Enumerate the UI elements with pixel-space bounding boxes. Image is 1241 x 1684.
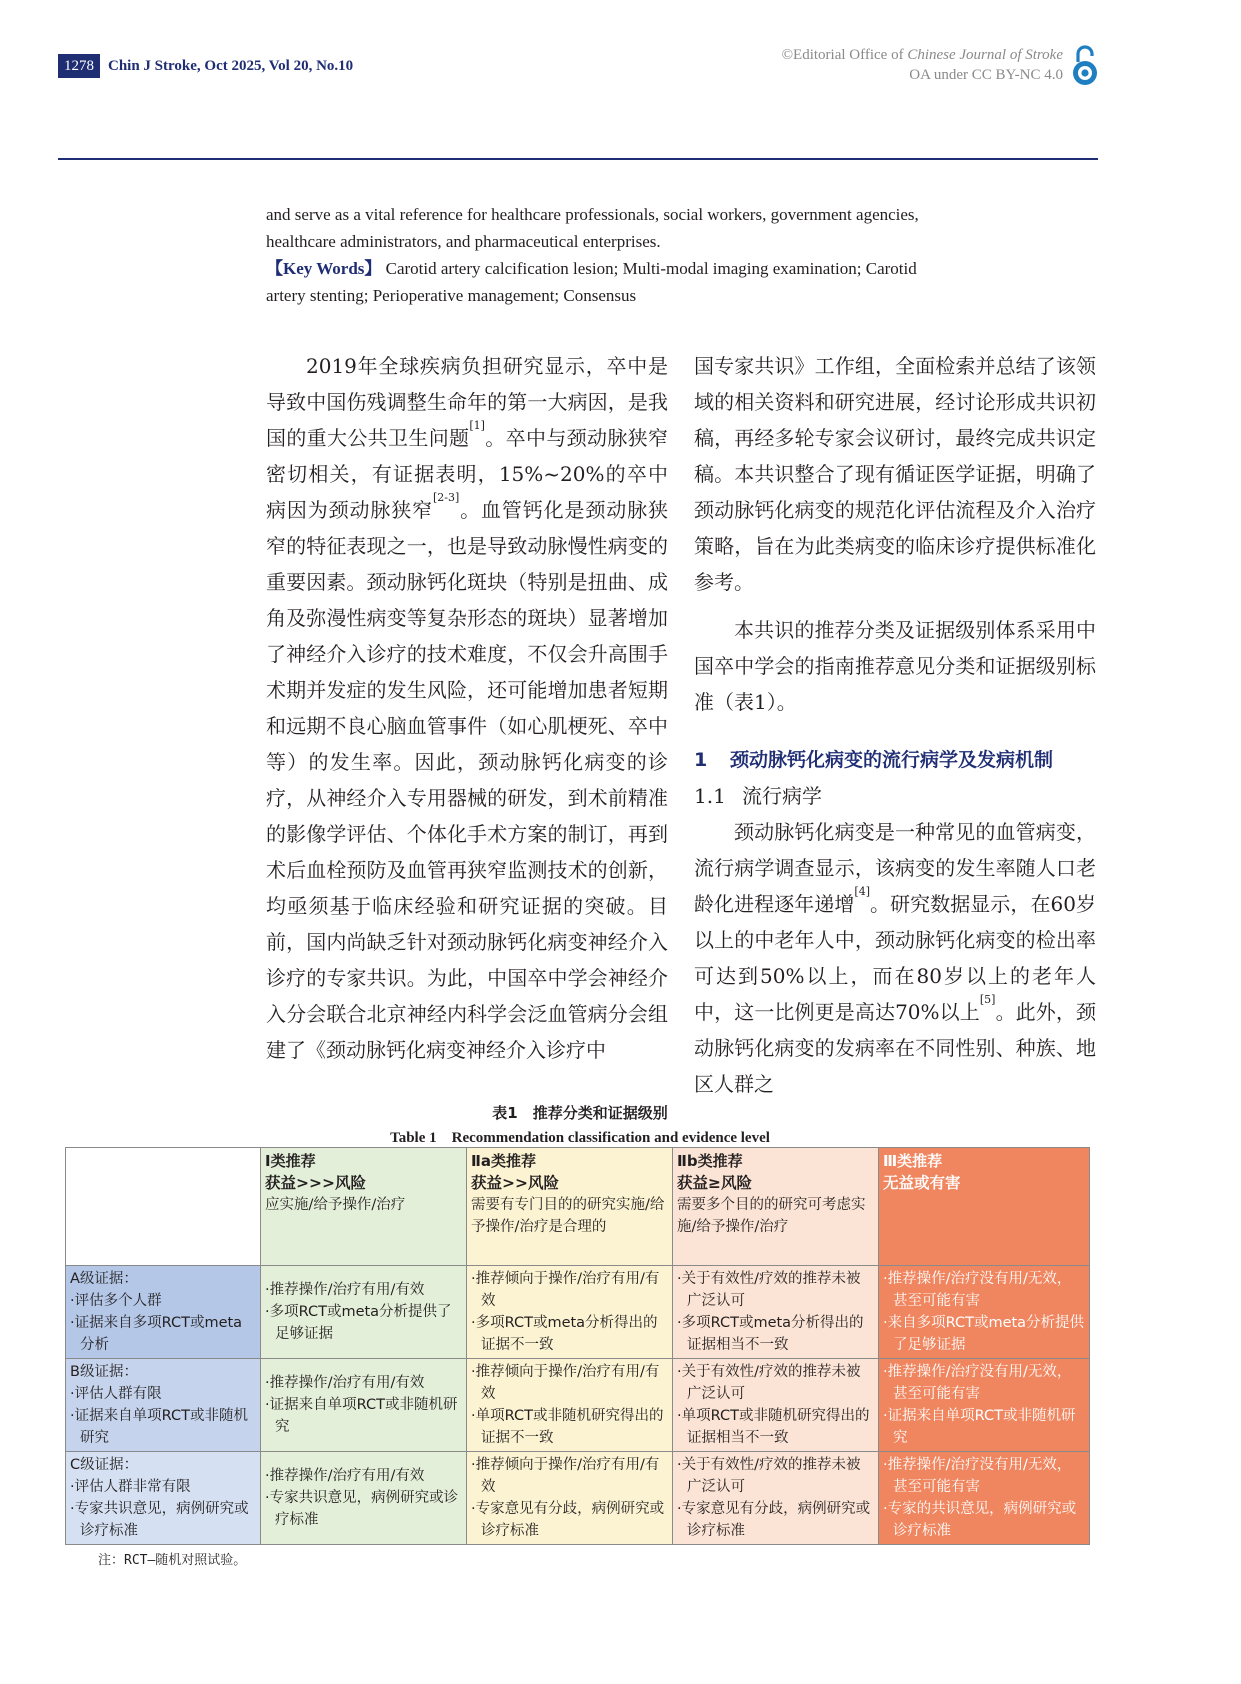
- table-cell: [673, 1359, 879, 1452]
- cell-item: ·证据来自单项RCT或非随机研究: [265, 1397, 458, 1435]
- section-number: 1: [694, 749, 708, 771]
- copyright-prefix: ©Editorial Office of: [781, 47, 908, 63]
- table-row-level-c: [66, 1452, 1090, 1545]
- cell-item: ·推荐操作/治疗没有用/无效，甚至可能有害: [883, 1364, 1072, 1402]
- text-run: 。研究数据显示，在60岁以上的中老年人中，颈动脉钙化病变的检出率可达到50%以上，而在80岁以上的老年人中，这一比例更是高达70%以上: [694, 892, 1097, 1024]
- table-footnote: 注：RCT—随机对照试验。: [98, 1553, 247, 1568]
- copyright-journal: Chinese Journal of Stroke: [907, 47, 1063, 63]
- cell-item: ·关于有效性/疗效的推荐未被广泛认可: [677, 1364, 861, 1402]
- cell-item: ·关于有效性/疗效的推荐未被广泛认可: [677, 1271, 861, 1309]
- keywords: [266, 255, 986, 282]
- table-cell: [879, 1359, 1090, 1452]
- table-header-row: [66, 1148, 1090, 1266]
- header-class-2a: [467, 1148, 673, 1266]
- cell-item: ·推荐操作/治疗有用/有效: [265, 1282, 425, 1298]
- class-description: 应实施/给予操作/治疗: [265, 1197, 406, 1213]
- abstract-line: and serve as a vital reference for healthcare professionals, social workers, government agencies,: [266, 205, 919, 224]
- table-cell: [261, 1266, 467, 1359]
- cell-item: ·单项RCT或非随机研究得出的证据相当不一致: [677, 1408, 870, 1446]
- table-cell: [467, 1359, 673, 1452]
- evidence-level-label: A级证据：: [70, 1271, 138, 1287]
- cell-item: ·推荐操作/治疗没有用/无效，甚至可能有害: [883, 1271, 1072, 1309]
- benefit-label: 无益或有害: [883, 1174, 961, 1192]
- keywords-label: 【Key Words】: [266, 259, 382, 278]
- cell-item: ·单项RCT或非随机研究得出的证据不一致: [471, 1408, 664, 1446]
- paragraph: 本共识的推荐分类及证据级别体系采用中国卒中学会的指南推荐意见分类和证据级别标准（表1）。: [694, 618, 1096, 714]
- criteria-item: ·评估人群非常有限: [70, 1479, 191, 1495]
- citation-ref[interactable]: [5]: [979, 993, 996, 1006]
- header-class-3: [879, 1148, 1090, 1266]
- table-cell: [261, 1359, 467, 1452]
- table-cell: [261, 1452, 467, 1545]
- criteria-item: ·证据来自多项RCT或meta分析: [70, 1315, 243, 1353]
- table-cell: [879, 1452, 1090, 1545]
- evidence-level-label: B级证据：: [70, 1364, 138, 1380]
- benefit-label: 获益>>>风险: [265, 1174, 366, 1192]
- table-caption-cn: 表1 推荐分类和证据级别: [492, 1104, 668, 1122]
- cell-item: ·多项RCT或meta分析得出的证据不一致: [471, 1315, 658, 1353]
- left-column: [266, 348, 668, 1068]
- cell-item: ·来自多项RCT或meta分析提供了足够证据: [883, 1315, 1085, 1353]
- section-heading: [694, 742, 1096, 778]
- copyright-notice: [782, 45, 1063, 85]
- right-column: [694, 348, 1096, 1102]
- cell-item: ·推荐操作/治疗有用/有效: [265, 1375, 425, 1391]
- citation-ref[interactable]: [1]: [469, 419, 485, 432]
- journal-citation: Chin J Stroke, Oct 2025, Vol 20, No.10: [108, 58, 354, 74]
- header-class-2b: [673, 1148, 879, 1266]
- page-number: 1278: [58, 54, 100, 78]
- abstract-tail: [266, 201, 986, 309]
- table-corner-cell: [66, 1148, 261, 1266]
- open-access-lock-icon: [1070, 44, 1100, 86]
- subsection-number: 1.1: [694, 784, 726, 808]
- cell-item: ·推荐操作/治疗没有用/无效，甚至可能有害: [883, 1457, 1072, 1495]
- criteria-item: ·评估多个人群: [70, 1293, 162, 1309]
- table-cell: [673, 1452, 879, 1545]
- class-label: Ⅱb类推荐: [677, 1152, 743, 1170]
- citation-ref[interactable]: [4]: [854, 885, 870, 898]
- criteria-item: ·证据来自单项RCT或非随机研究: [70, 1408, 248, 1446]
- table-caption-en: Table 1 Recommendation classification and evidence level: [390, 1130, 770, 1146]
- cell-item: ·推荐倾向于操作/治疗有用/有效: [471, 1271, 660, 1309]
- cell-item: ·关于有效性/疗效的推荐未被广泛认可: [677, 1457, 861, 1495]
- header-rule: [58, 158, 1098, 160]
- table-cell: [673, 1266, 879, 1359]
- text-run: 颈动脉钙化病变是一种常见的血管病变，流行病学调查显示，该病变的发生率随人口老龄化进程逐年递增: [694, 820, 1096, 916]
- cell-item: ·多项RCT或meta分析提供了足够证据: [265, 1304, 452, 1342]
- recommendation-table: [65, 1147, 1090, 1545]
- cell-item: ·推荐倾向于操作/治疗有用/有效: [471, 1457, 660, 1495]
- cell-item: ·专家的共识意见，病例研究或诊疗标准: [883, 1501, 1077, 1539]
- table-row-level-a: [66, 1266, 1090, 1359]
- class-label: Ⅰ类推荐: [265, 1152, 316, 1170]
- subsection-heading: [694, 778, 1096, 814]
- table-cell: [467, 1452, 673, 1545]
- evidence-level-cell: [66, 1359, 261, 1452]
- cell-item: ·专家共识意见，病例研究或诊疗标准: [265, 1490, 459, 1528]
- cell-item: ·推荐倾向于操作/治疗有用/有效: [471, 1364, 660, 1402]
- benefit-label: 获益≥风险: [677, 1174, 752, 1192]
- cell-item: ·推荐操作/治疗有用/有效: [265, 1468, 425, 1484]
- cell-item: ·证据来自单项RCT或非随机研究: [883, 1408, 1076, 1446]
- abstract-line: healthcare administrators, and pharmaceutical enterprises.: [266, 232, 661, 251]
- citation-ref[interactable]: [2-3]: [432, 491, 460, 504]
- text-run: 2019年全球疾病负担研究显示，卒中是导致中国伤残调整生命年的第一大病因，是我国的重大公共卫生问题: [266, 354, 668, 450]
- cell-item: ·专家意见有分歧，病例研究或诊疗标准: [677, 1501, 871, 1539]
- license-text: OA under CC BY-NC 4.0: [909, 67, 1063, 83]
- header-class-1: [261, 1148, 467, 1266]
- paragraph: [694, 814, 1096, 1102]
- criteria-list: [70, 1290, 256, 1356]
- evidence-level-cell: [66, 1266, 261, 1359]
- text-run: 。此外，颈动脉钙化病变的发病率在不同性别、种族、地区人群之: [694, 1000, 1097, 1096]
- evidence-level-label: C级证据：: [70, 1457, 139, 1473]
- class-description: 需要多个目的的研究可考虑实施/给予操作/治疗: [677, 1197, 866, 1235]
- text-run: 。血管钙化是颈动脉狭窄的特征表现之一，也是导致动脉慢性病变的重要因素。颈动脉钙化斑块（特别是扭曲、成角及弥漫性病变等复杂形态的斑块）显著增加了神经介入诊疗的技术难度，不仅会升高围手术期并发症的发生风险，还可能增加患者短期和远期不良心脑血管事件（如心肌梗死、卒中等）的发生率。因此，颈动脉钙化病变的诊疗，从神经介入专用器械的研发，到术前精准的影像学评估、个体化手术方案的制订，再到术后血栓预防及血管再狭窄监测技术的创新，均亟须基于临床经验和研究证据的突破。目前，国内尚缺乏针对颈动脉钙化病变神经介入诊疗的专家共识。为此，中国卒中学会神经介入分会联合北京神经内科学会泛血管病分会组建了《颈动脉钙化病变神经介入诊疗中: [266, 498, 669, 1062]
- keywords-text: Carotid artery calcification lesion; Multi-modal imaging examination; Carotid: [381, 259, 917, 278]
- criteria-list: [70, 1383, 256, 1449]
- text-run: 。卒中与颈动脉狭窄密切相关，有证据表明，15%~20%的卒中病因为颈动脉狭窄: [266, 426, 669, 522]
- evidence-level-cell: [66, 1452, 261, 1545]
- table-cell: [879, 1266, 1090, 1359]
- table-cell: [467, 1266, 673, 1359]
- cell-item: ·专家意见有分歧，病例研究或诊疗标准: [471, 1501, 665, 1539]
- paragraph: 国专家共识》工作组，全面检索并总结了该领域的相关资料和研究进展，经讨论形成共识初稿，再经多轮专家会议研讨，最终完成共识定稿。本共识整合了现有循证医学证据，明确了颈动脉钙化病变的规范化评估流程及介入治疗策略，旨在为此类病变的临床诊疗提供标准化参考。: [694, 354, 1096, 594]
- keywords-text-cont: artery stenting; Perioperative management; Consensus: [266, 286, 637, 305]
- criteria-item: ·专家共识意见，病例研究或诊疗标准: [70, 1501, 249, 1539]
- criteria-list: [70, 1476, 256, 1542]
- criteria-item: ·评估人群有限: [70, 1386, 162, 1402]
- section-title: 颈动脉钙化病变的流行病学及发病机制: [730, 749, 1054, 771]
- class-description: 需要有专门目的的研究实施/给予操作/治疗是合理的: [471, 1197, 665, 1235]
- class-label: Ⅲ类推荐: [883, 1152, 943, 1170]
- table-row-level-b: [66, 1359, 1090, 1452]
- subsection-title: 流行病学: [742, 784, 822, 808]
- class-label: Ⅱa类推荐: [471, 1152, 537, 1170]
- cell-item: ·多项RCT或meta分析得出的证据相当不一致: [677, 1315, 864, 1353]
- intro-paragraph: [266, 348, 668, 1068]
- benefit-label: 获益>>风险: [471, 1174, 559, 1192]
